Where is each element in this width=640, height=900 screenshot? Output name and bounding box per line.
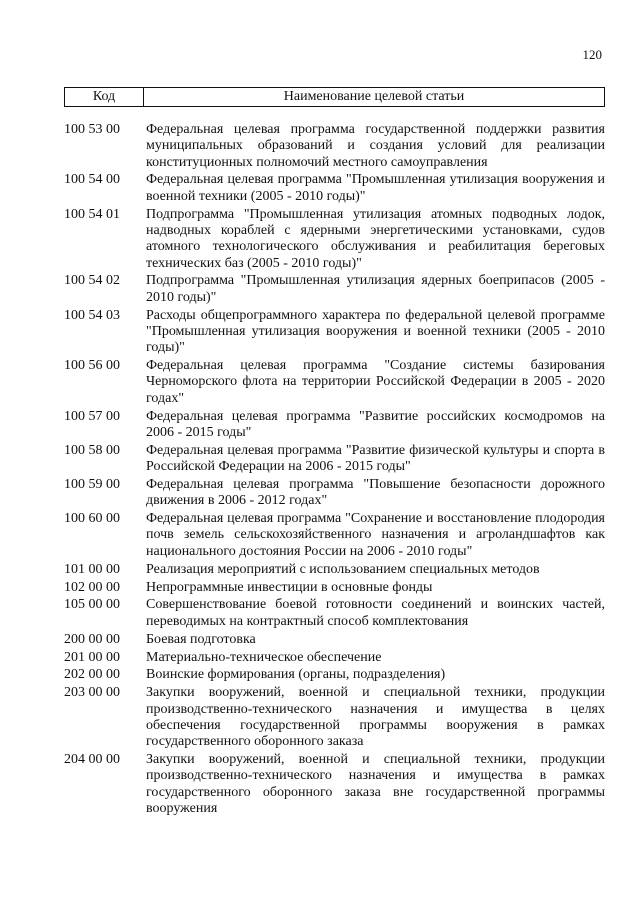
row-name: Материально-техническое обеспечение	[146, 649, 382, 665]
column-header-code: Код	[65, 88, 144, 106]
target-articles-list	[64, 122, 605, 819]
row-name: Боевая подготовка	[146, 631, 256, 647]
row-name: Закупки вооружений, военной и специальной техники, продукции производственно-технического назначения и имущества в целях обеспечения государственной программы вооружения в рамках государственного оборонного заказа	[146, 685, 605, 750]
table-row	[64, 562, 605, 578]
row-name: Совершенствование боевой готовности соединений и воинских частей, переводимых на контрактный способ комплектования	[146, 597, 605, 629]
row-code: 100 60 00	[64, 511, 120, 527]
table-row	[64, 580, 605, 596]
row-code: 100 59 00	[64, 476, 120, 492]
table-row	[64, 685, 605, 750]
row-code: 202 00 00	[64, 667, 120, 683]
row-name: Федеральная целевая программа "Развитие российских космодромов на 2006 - 2015 годы"	[146, 408, 605, 440]
table-row	[64, 122, 605, 171]
row-code: 100 58 00	[64, 442, 120, 458]
row-code: 201 00 00	[64, 649, 120, 665]
table-row	[64, 650, 605, 666]
row-code: 204 00 00	[64, 752, 120, 768]
table-row	[64, 172, 605, 205]
table-row	[64, 477, 605, 510]
row-code: 100 54 03	[64, 307, 120, 323]
row-code: 100 54 01	[64, 206, 120, 222]
row-name: Реализация мероприятий с использованием специальных методов	[146, 561, 540, 577]
table-row	[64, 443, 605, 476]
row-code: 101 00 00	[64, 561, 120, 577]
table-row	[64, 597, 605, 630]
table-row	[64, 667, 605, 683]
table-row	[64, 409, 605, 442]
row-name: Непрограммные инвестиции в основные фонды	[146, 579, 433, 595]
row-name: Федеральная целевая программа "Повышение безопасности дорожного движения в 2006 - 2012 годах"	[146, 476, 605, 509]
row-name: Федеральная целевая программа государственной поддержки развития муниципальных образований и создания условий для реализации конституционных полномочий местного самоуправления	[146, 122, 605, 170]
row-name: Федеральная целевая программа "Промышленная утилизация вооружения и военной техники (2005 - 2010 годы)"	[146, 172, 605, 204]
row-name: Расходы общепрограммного характера по федеральной целевой программе "Промышленная утилизация вооружения и военной техники (2005 - 2010 годы)"	[146, 307, 605, 356]
row-code: 100 56 00	[64, 358, 120, 374]
table-row	[64, 358, 605, 407]
column-header-name: Наименование целевой статьи	[283, 89, 465, 104]
row-code: 100 57 00	[64, 408, 120, 424]
page-number: 120	[582, 47, 602, 62]
table-row	[64, 308, 605, 357]
row-name: Закупки вооружений, военной и специальной техники, продукции производственно-технического назначения и имущества в рамках государственного оборонного заказа вне государственной программы вооружения	[146, 752, 605, 816]
row-name: Федеральная целевая программа "Создание системы базирования Черноморского флота на территории Российской Федерации в 2005 - 2020 годах"	[146, 358, 605, 406]
row-name: Федеральная целевая программа "Сохранение и восстановление плодородия почв земель сельскохозяйственного назначения и агроландшафтов как национального достояния России на 2006 - 2010 годы"	[146, 511, 605, 559]
table-row	[64, 511, 605, 560]
row-code: 105 00 00	[64, 597, 120, 613]
row-name: Воинские формирования (органы, подразделения)	[146, 667, 446, 683]
row-code: 203 00 00	[64, 685, 120, 701]
row-code: 100 54 02	[64, 273, 120, 289]
row-code: 102 00 00	[64, 579, 120, 595]
table-row	[64, 752, 605, 817]
table-row	[64, 207, 605, 272]
table-row	[64, 273, 605, 306]
table-row	[64, 632, 605, 648]
row-name: Подпрограмма "Промышленная утилизация атомных подводных лодок, надводных кораблей с ядерными энергетическими установками, судов атомного технологического обслуживания и реабилитация береговых технических баз (2005 - 2010 годы)"	[146, 206, 605, 271]
table-header	[64, 87, 605, 107]
row-name: Подпрограмма "Промышленная утилизация ядерных боеприпасов (2005 - 2010 годы)"	[146, 273, 605, 305]
row-name: Федеральная целевая программа "Развитие физической культуры и спорта в Российской Федерации на 2006 - 2015 годы"	[146, 442, 605, 475]
row-code: 200 00 00	[64, 631, 120, 647]
row-code: 100 54 00	[64, 172, 120, 188]
row-code: 100 53 00	[64, 122, 120, 137]
